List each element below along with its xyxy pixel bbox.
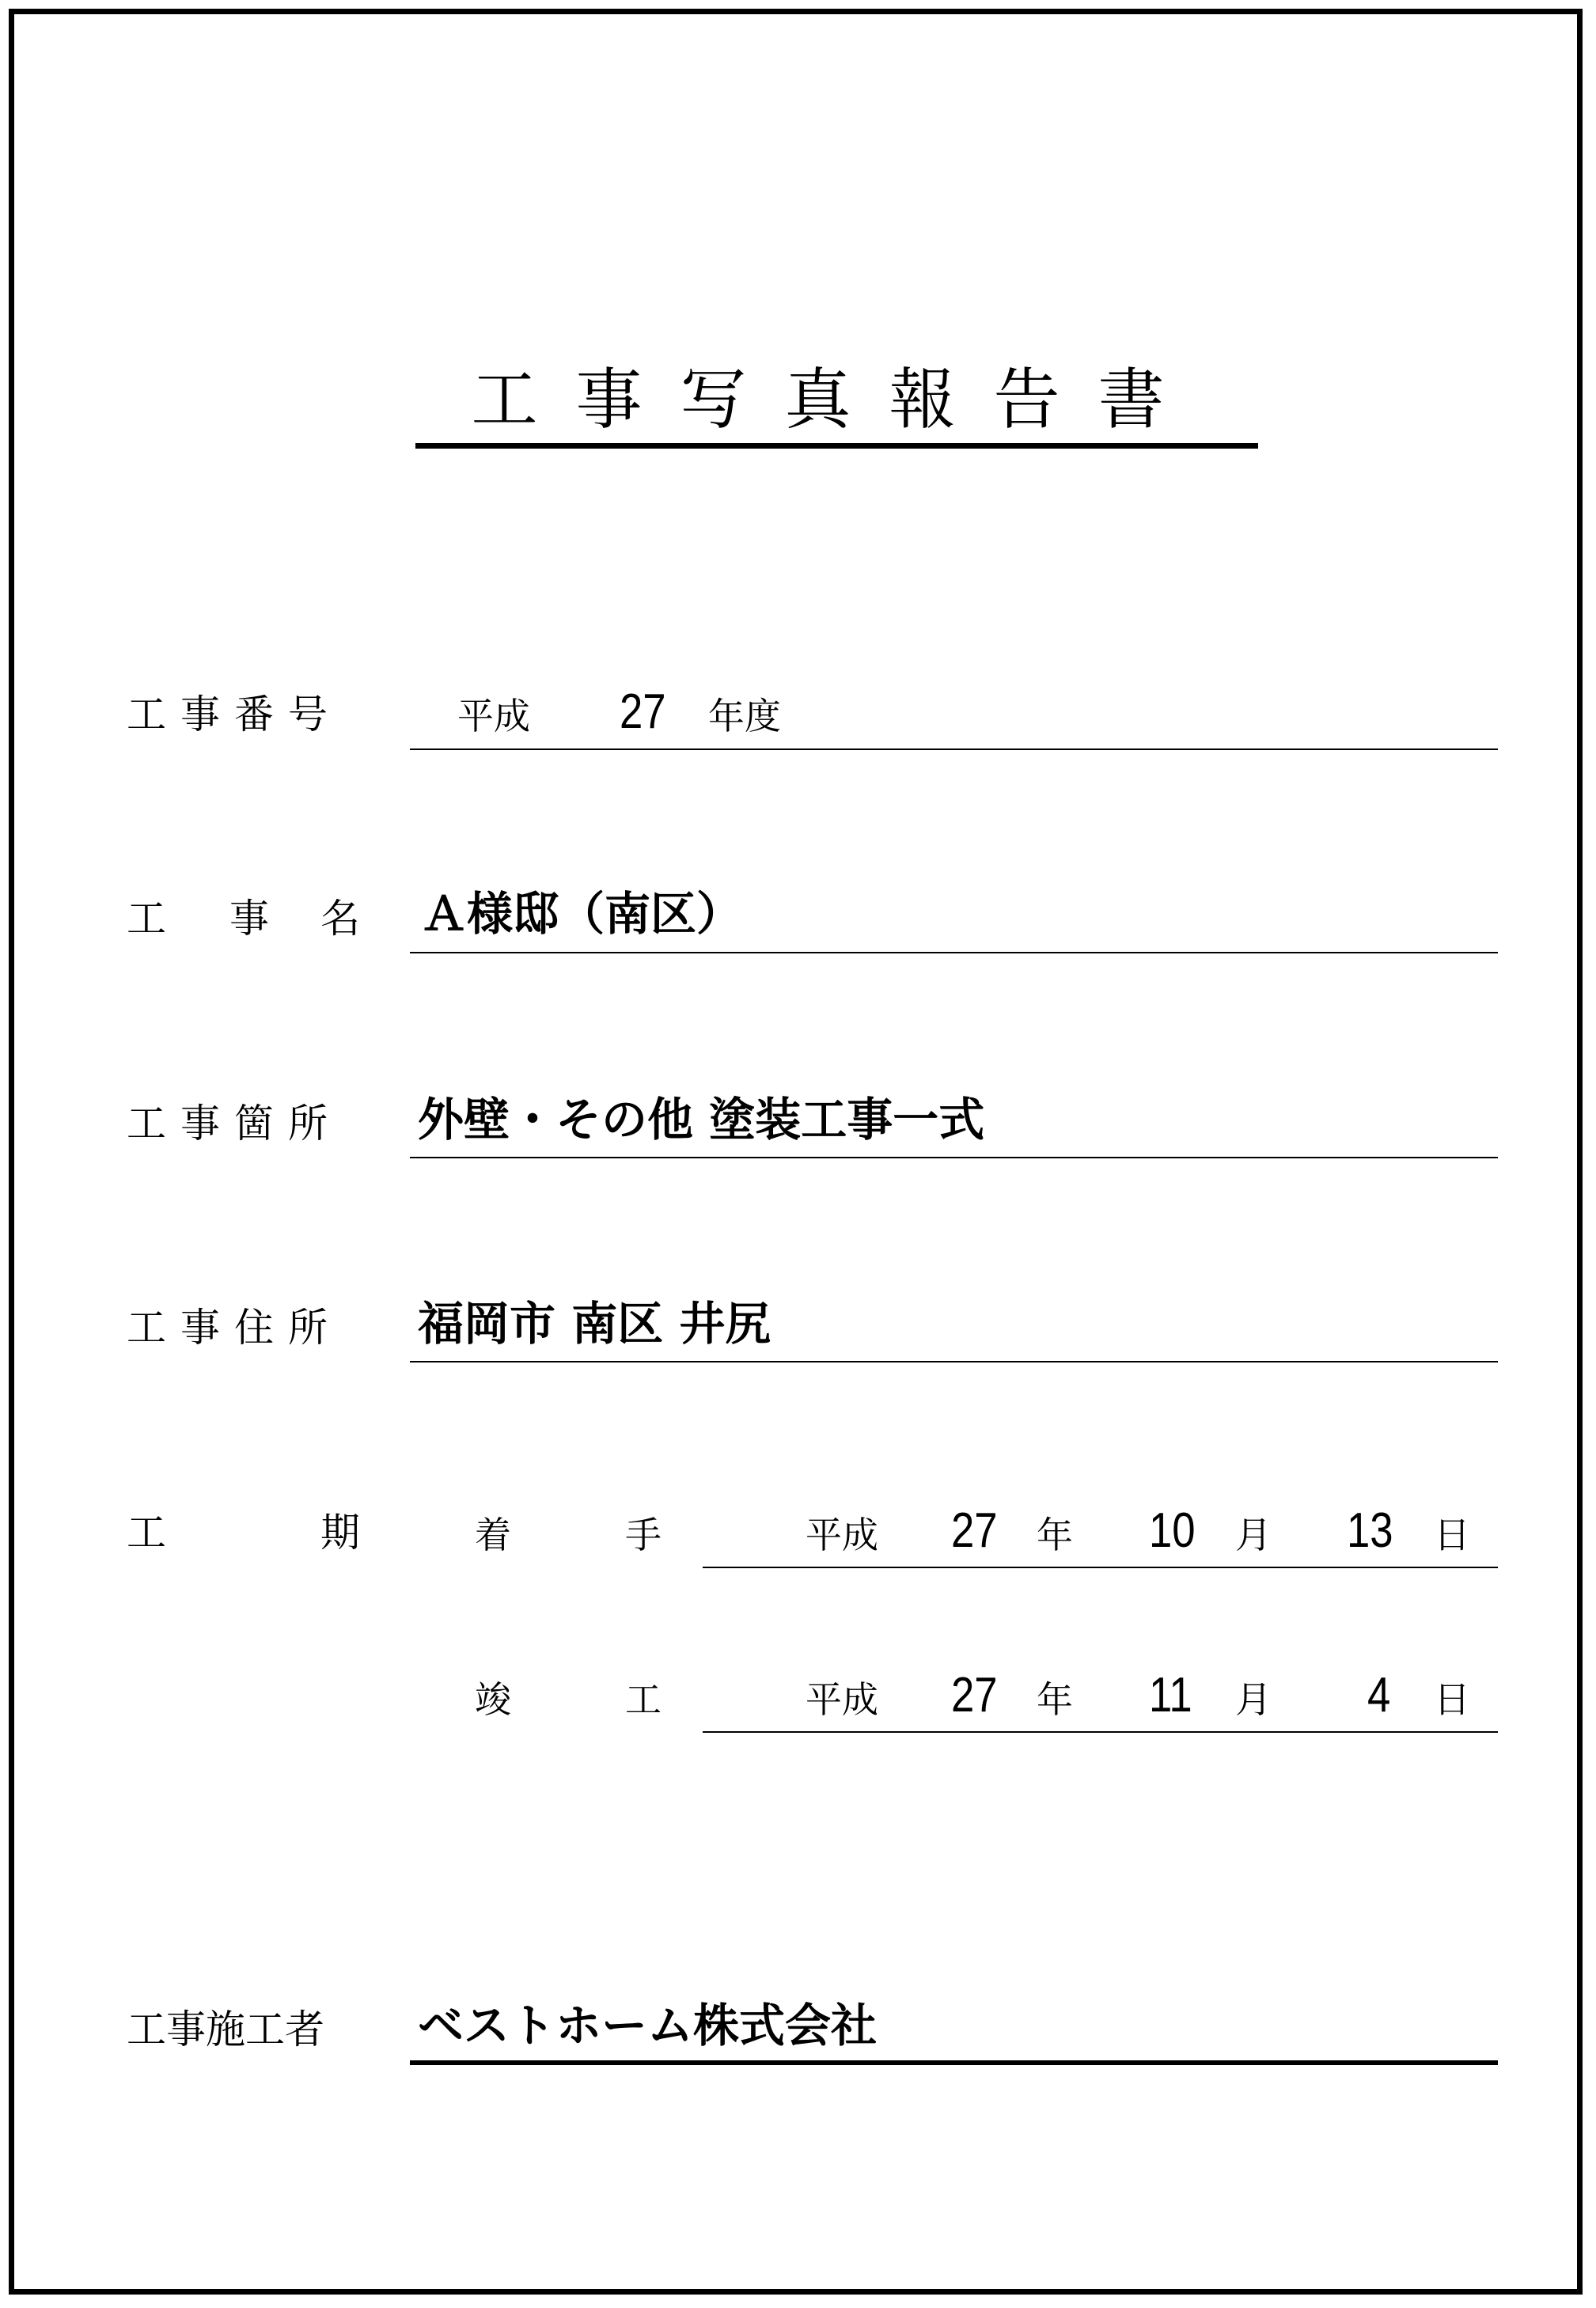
construction-address-underline <box>410 1361 1498 1362</box>
construction-number-year: 27 <box>620 684 666 739</box>
completion-month-unit: 月 <box>1235 1678 1272 1721</box>
construction-name-value: Ａ様邸（南区） <box>421 887 743 941</box>
start-month-unit: 月 <box>1235 1514 1272 1556</box>
construction-address-label: 工事住所 <box>127 1305 342 1351</box>
completion-date-underline <box>703 1731 1498 1733</box>
construction-name-label-2: 事 <box>229 896 283 942</box>
contractor-label: 工事施工者 <box>127 2007 324 2052</box>
construction-location-label: 工事箇所 <box>127 1101 342 1146</box>
completion-year: 27 <box>951 1668 998 1722</box>
completion-day-unit: 日 <box>1434 1678 1470 1721</box>
document-border <box>9 9 1583 2295</box>
start-year: 27 <box>951 1503 998 1558</box>
start-year-unit: 年 <box>1037 1514 1073 1556</box>
start-day-unit: 日 <box>1434 1514 1470 1556</box>
start-month: 10 <box>1149 1503 1196 1558</box>
completion-month: 11 <box>1149 1668 1192 1722</box>
start-label-2: 手 <box>625 1514 662 1556</box>
start-label-1: 着 <box>475 1514 511 1556</box>
construction-period-label-1: 工 <box>127 1510 180 1556</box>
construction-address-value: 福岡市 南区 井尻 <box>418 1297 771 1351</box>
construction-number-era: 平成 <box>457 695 530 737</box>
construction-location-value: 外壁・その他 塗装工事一式 <box>418 1093 985 1146</box>
document-title: 工事写真報告書 <box>415 356 1258 449</box>
contractor-underline <box>410 2060 1498 2065</box>
construction-location-underline <box>410 1157 1498 1158</box>
start-day: 13 <box>1347 1503 1393 1558</box>
completion-era: 平成 <box>806 1678 878 1721</box>
construction-name-label-1: 工 <box>127 896 180 942</box>
construction-number-underline <box>410 748 1498 750</box>
construction-period-label-2: 期 <box>320 1510 374 1556</box>
completion-label-2: 工 <box>625 1678 662 1721</box>
contractor-value: ベストホーム株式会社 <box>418 1999 878 2052</box>
construction-name-underline <box>410 952 1498 953</box>
start-era: 平成 <box>806 1514 878 1556</box>
construction-number-suffix: 年度 <box>708 695 781 737</box>
completion-day: 4 <box>1367 1668 1391 1722</box>
completion-label-1: 竣 <box>475 1678 511 1721</box>
start-date-underline <box>703 1567 1498 1568</box>
construction-name-label-3: 名 <box>320 896 374 942</box>
construction-number-label: 工事番号 <box>127 692 342 737</box>
completion-year-unit: 年 <box>1037 1678 1073 1721</box>
